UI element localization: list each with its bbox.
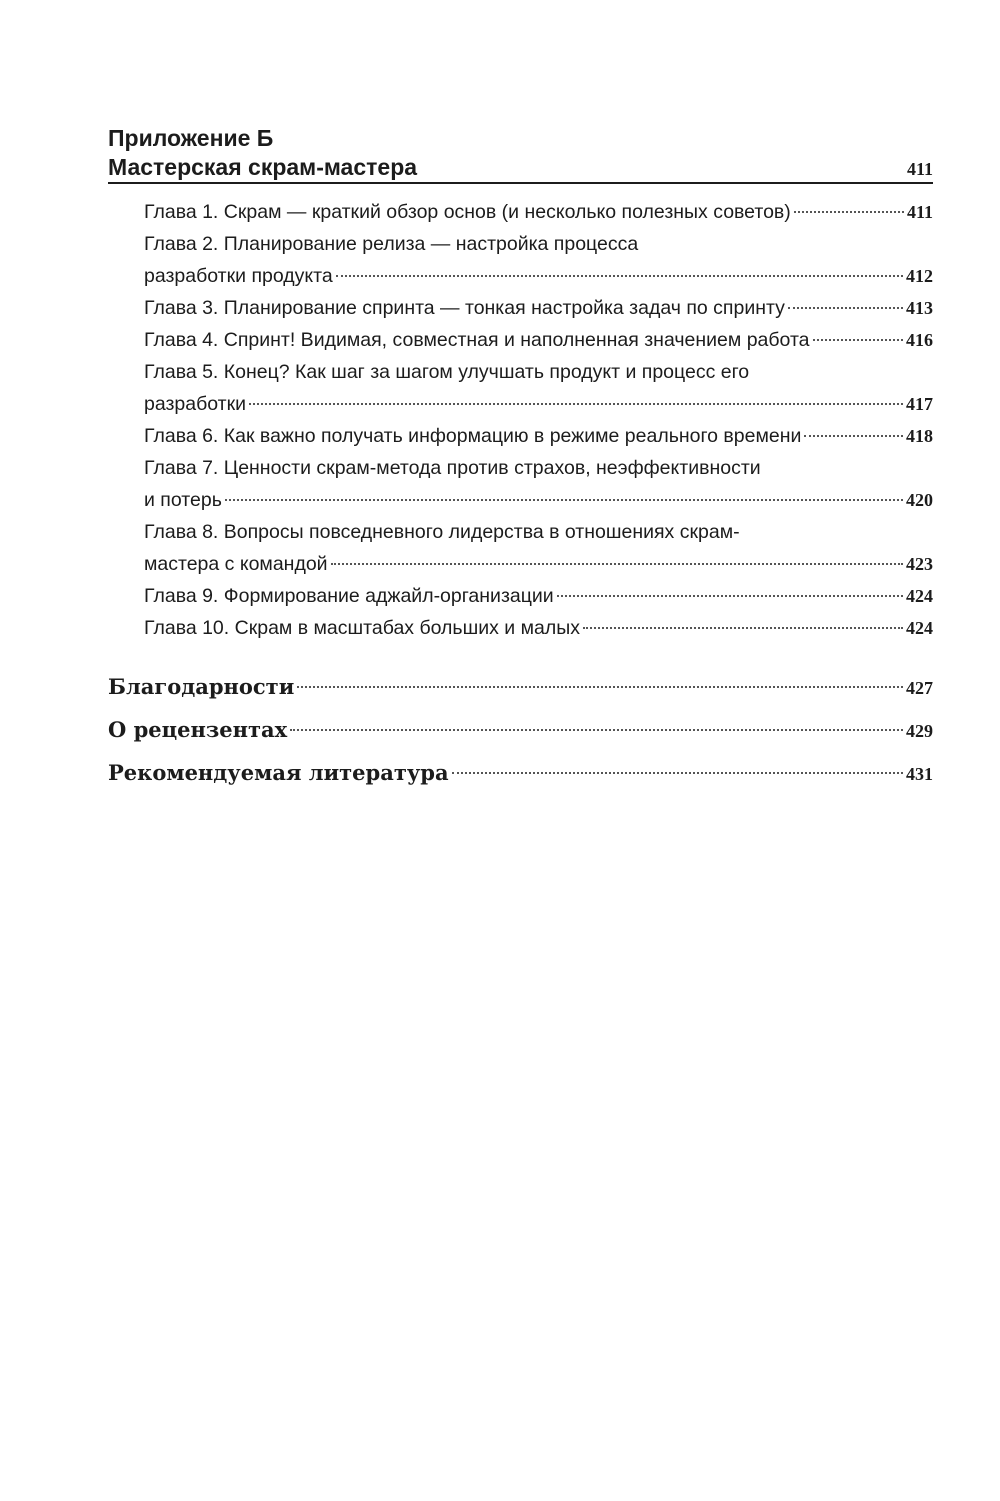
- toc-entry[interactable]: [144, 580, 933, 612]
- entry-page-number: 417: [906, 394, 933, 414]
- toc-entry[interactable]: [144, 196, 933, 228]
- appendix-label: Приложение Б: [108, 125, 274, 151]
- entry-page-number: 411: [906, 202, 933, 222]
- entry-title-line2: разработки: [144, 393, 247, 415]
- entry-title-line1: Глава 2. Планирование релиза — настройка процесса: [144, 233, 639, 255]
- entry-title: Глава 4. Спринт! Видимая, совместная и наполненная значением работа: [144, 329, 810, 351]
- appendix-page-number: 411: [906, 159, 933, 179]
- entry-page-number: 413: [906, 298, 933, 318]
- toc-entry[interactable]: [144, 420, 933, 452]
- backmatter-list: [108, 666, 933, 795]
- dot-leader: [290, 729, 903, 731]
- appendix-title: Мастерская скрам-мастера: [108, 154, 418, 180]
- entry-title: Глава 3. Планирование спринта — тонкая настройка задач по спринту: [144, 297, 785, 319]
- dot-leader: [813, 339, 903, 341]
- entry-title: О рецензентах: [108, 717, 288, 742]
- toc-entry[interactable]: [144, 452, 933, 516]
- appendix-title-row[interactable]: [108, 153, 933, 184]
- entry-page-number: 420: [906, 490, 933, 510]
- chapter-list: [144, 196, 933, 644]
- entry-title-line1: Глава 5. Конец? Как шаг за шагом улучшать продукт и процесс его: [144, 361, 750, 383]
- dot-leader: [249, 403, 903, 405]
- dot-leader: [297, 686, 903, 688]
- entry-page-number: 427: [906, 678, 933, 698]
- dot-leader: [794, 211, 904, 213]
- entry-title-line2: разработки продукта: [144, 265, 333, 287]
- entry-title: Глава 6. Как важно получать информацию в режиме реального времени: [144, 425, 802, 447]
- entry-title: Глава 1. Скрам — краткий обзор основ (и несколько полезных советов): [144, 201, 791, 223]
- dot-leader: [452, 772, 903, 774]
- entry-title-line1: Глава 7. Ценности скрам-метода против страхов, неэффективности: [144, 457, 761, 479]
- toc-entry[interactable]: [144, 356, 933, 420]
- dot-leader: [336, 275, 903, 277]
- entry-page-number: 429: [906, 721, 933, 741]
- dot-leader: [788, 307, 903, 309]
- dot-leader: [804, 435, 903, 437]
- toc-page: [108, 124, 933, 795]
- entry-page-number: 412: [906, 266, 933, 286]
- toc-entry[interactable]: [144, 228, 933, 292]
- toc-entry-reviewers[interactable]: [108, 709, 933, 752]
- toc-entry[interactable]: [144, 612, 933, 644]
- entry-title-line2: и потерь: [144, 489, 222, 511]
- entry-title-line1: Глава 8. Вопросы повседневного лидерства в отношениях скрам-: [144, 521, 740, 543]
- entry-page-number: 431: [906, 764, 933, 784]
- toc-entry[interactable]: [144, 292, 933, 324]
- toc-entry-acknowledgements[interactable]: [108, 666, 933, 709]
- entry-page-number: 424: [906, 586, 933, 606]
- dot-leader: [557, 595, 903, 597]
- entry-page-number: 424: [906, 618, 933, 638]
- entry-page-number: 416: [906, 330, 933, 350]
- entry-title-line2: мастера с командой: [144, 553, 328, 575]
- entry-title: Глава 10. Скрам в масштабах больших и малых: [144, 617, 580, 639]
- entry-title: Благодарности: [108, 674, 295, 699]
- toc-entry[interactable]: [144, 324, 933, 356]
- entry-page-number: 423: [906, 554, 933, 574]
- toc-entry[interactable]: [144, 516, 933, 580]
- dot-leader: [331, 563, 903, 565]
- dot-leader: [225, 499, 903, 501]
- dot-leader: [583, 627, 903, 629]
- entry-title: Глава 9. Формирование аджайл-организации: [144, 585, 554, 607]
- toc-entry-recommended-reading[interactable]: [108, 752, 933, 795]
- entry-title: Рекомендуемая литература: [108, 760, 449, 785]
- entry-page-number: 418: [906, 426, 933, 446]
